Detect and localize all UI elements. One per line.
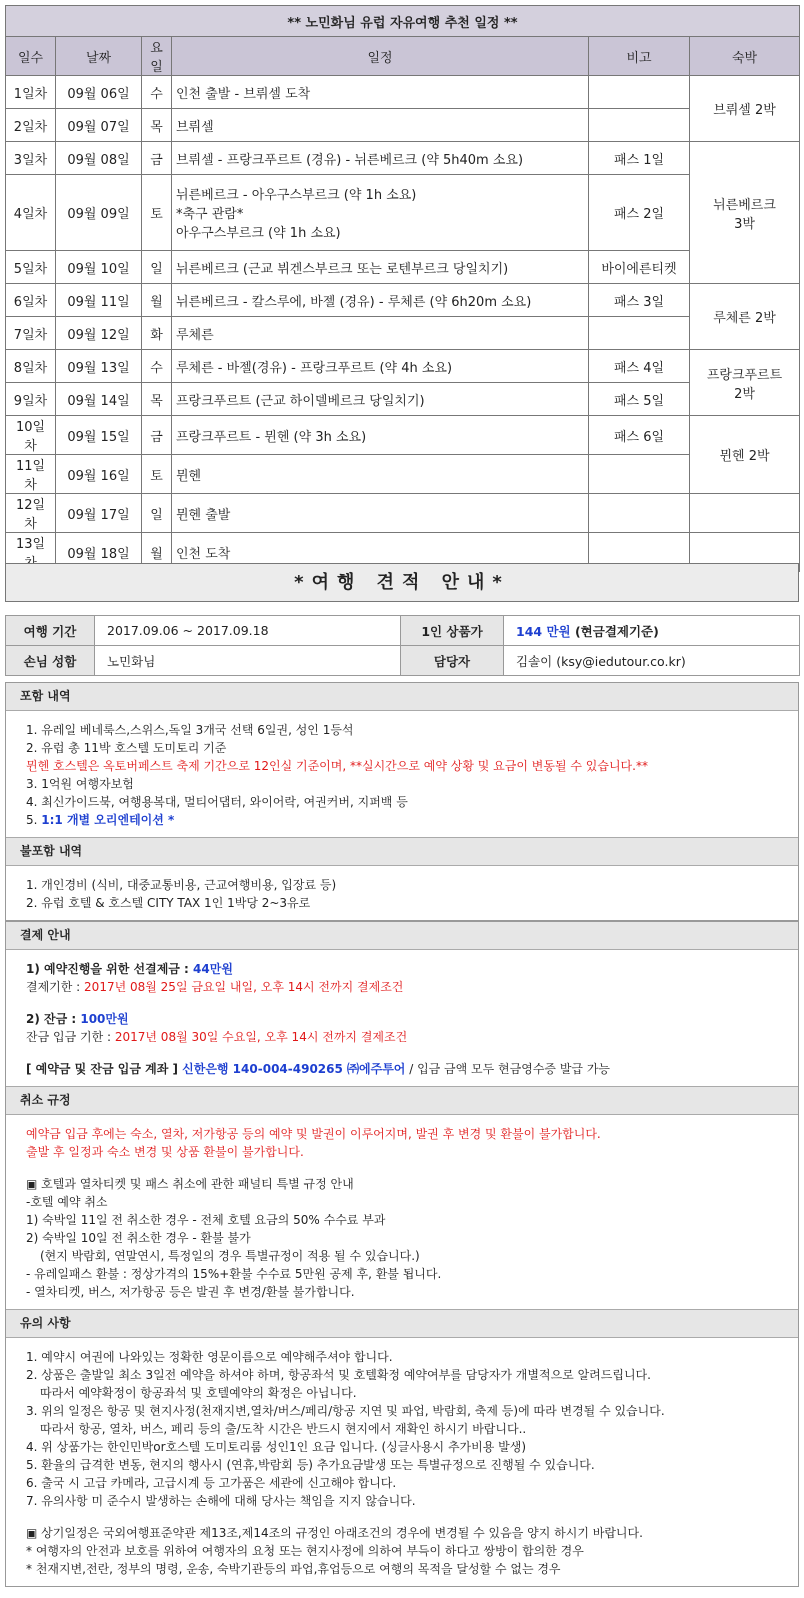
- plan-cell: 루체른 - 바젤(경유) - 프랑크푸르트 (약 4h 소요): [172, 350, 589, 383]
- note-line: 7. 유의사항 미 준수시 발생하는 손해에 대해 당사는 책임을 지지 않습니다.: [26, 1494, 416, 1508]
- itinerary-row: [6, 494, 800, 533]
- date-cell: 09월 11일: [56, 284, 142, 317]
- quote-info-table: [5, 615, 800, 676]
- day-cell: 13일: [6, 533, 56, 572]
- cancel-line: - 열차티켓, 버스, 저가항공 등은 발권 후 변경/환불 불가합니다.: [26, 1285, 355, 1299]
- col-header: 일정: [172, 37, 589, 76]
- stay-cell: 뮌헨 2박: [690, 416, 800, 494]
- dow-cell: 토: [142, 455, 172, 494]
- cancel-line: (현지 박람회, 연말연시, 특정일의 경우 특별규정이 적용 될 수 있습니다.): [40, 1249, 420, 1263]
- plan-cell: 뮌헨: [172, 455, 589, 494]
- note-line: 따라서 항공, 열차, 버스, 페리 등의 출/도착 시간은 반드시 현지에서 재확인 하시기 바랍니다..: [40, 1422, 527, 1436]
- itinerary-row: [6, 109, 800, 142]
- account-label: [ 예약금 및 잔금 입금 계좌 ]: [26, 1062, 183, 1076]
- plan-cell: 프랑크푸르트 (근교 하이델베르크 당일치기): [172, 383, 589, 416]
- plan-line: 뉘른베르크 - 아우구스부르크 (약 1h 소요): [176, 188, 417, 203]
- bank-account: 신한은행 140-004-490265 ㈜에주투어: [182, 1062, 406, 1076]
- dow-cell: 금: [142, 142, 172, 175]
- plan-cell: 브뤼셀: [172, 109, 589, 142]
- account-note: / 입금 금액 모두 현금영수증 발급 가능: [405, 1062, 611, 1076]
- itinerary-row: [6, 142, 800, 175]
- itinerary-row: [6, 175, 800, 251]
- day-cell: 11일차: [6, 455, 56, 494]
- dow-cell: 수: [142, 76, 172, 109]
- note-cell: 패스 6일: [589, 416, 690, 455]
- note-cell: [589, 317, 690, 350]
- stay-cell: [690, 494, 800, 533]
- stay-cell: 루체른 2박: [690, 284, 800, 350]
- period-label: 여행 기간: [6, 616, 95, 646]
- stay-nights: 3박: [734, 216, 755, 232]
- itinerary-title: ** 노민화님 유럽 자유여행 추천 일정 **: [6, 6, 800, 37]
- day-cell: 9일차: [6, 383, 56, 416]
- dow-cell: 목: [142, 383, 172, 416]
- col-header: 일수: [6, 37, 56, 76]
- balance-amount: 100만원: [80, 1012, 129, 1026]
- note-line: * 천재지변,전란, 정부의 명령, 운송, 숙박기관등의 파업,휴업등으로 여행의 목적을 달성할 수 없는 경우: [26, 1562, 561, 1576]
- day-cell: 12일차: [6, 494, 56, 533]
- stay-city: 프랑크푸르트: [706, 367, 783, 383]
- list-item: 2. 유럽 호텔 & 호스텔 CITY TAX 1인 1박당 2~3유로: [26, 896, 311, 910]
- col-header: 날짜: [56, 37, 142, 76]
- list-item: 1. 유레일 베네룩스,스위스,독일 3개국 선택 6일권, 성인 1등석: [26, 723, 354, 737]
- dow-cell: 월: [142, 533, 172, 572]
- plan-cell: [172, 175, 589, 251]
- note-cell: [589, 76, 690, 109]
- cancel-line: 1) 숙박일 11일 전 취소한 경우 - 전체 호텔 요금의 50% 수수료 부과: [26, 1213, 386, 1227]
- included-warning: 뮌헨 호스텔은 옥토버페스트 축제 기간으로 12인실 기준이며, **실시간으로 예약 상황 및 요금이 변동될 수 있습니다.**: [26, 759, 648, 773]
- note-cell: [589, 494, 690, 533]
- plan-line: *축구 관람*: [176, 207, 244, 222]
- note-line: 4. 위 상품가는 한인민박or호스텔 도미토리룸 성인1인 요금 입니다. (싱글사용시 추가비용 발생): [26, 1440, 526, 1454]
- plan-cell: 브뤼셀 - 프랑크푸르트 (경유) - 뉘른베르크 (약 5h40m 소요): [172, 142, 589, 175]
- balance-due-line: [26, 1028, 784, 1046]
- note-cell: 패스 1일: [589, 142, 690, 175]
- date-cell: 09월 12일: [56, 317, 142, 350]
- stay-cell: 브뤼셀 2박: [690, 76, 800, 142]
- cancel-warning: 예약금 입금 후에는 숙소, 열차, 저가항공 등의 예약 및 발권이 이루어지며, 발권 후 변경 및 환불이 불가합니다.: [26, 1127, 601, 1141]
- note-cell: [589, 455, 690, 494]
- list-item: 4. 최신가이드북, 여행용복대, 멀티어댑터, 와이어락, 여권커버, 지퍼백 등: [26, 795, 408, 809]
- day-cell: 4일차: [6, 175, 56, 251]
- note-cell: [589, 109, 690, 142]
- plan-cell: 인천 도착: [172, 533, 589, 572]
- item-number: 5.: [26, 813, 42, 827]
- date-cell: 09월 13일: [56, 350, 142, 383]
- note-line: 1. 예약시 여권에 나와있는 정확한 영문이름으로 예약해주셔야 합니다.: [26, 1350, 393, 1364]
- col-header: 요일: [142, 37, 172, 76]
- cancel-warning: 출발 후 일정과 숙소 변경 및 상품 환불이 불가합니다.: [26, 1145, 304, 1159]
- stay-cell: [690, 142, 800, 284]
- date-cell: 09월 06일: [56, 76, 142, 109]
- itinerary-header-row: [6, 37, 800, 76]
- note-line: * 여행자의 안전과 보호를 위하여 여행자의 요청 또는 현지사정에 의하여 부득이 하다고 쌍방이 합의한 경우: [26, 1544, 584, 1558]
- plan-cell: 프랑크푸르트 - 뮌헨 (약 3h 소요): [172, 416, 589, 455]
- note-line: 2. 상품은 출발일 최소 3일전 예약을 하셔야 하며, 항공좌석 및 호텔확정 예약여부를 담당자가 개별적으로 알려드립니다.: [26, 1368, 651, 1382]
- note-line: ▣ 상기일정은 국외여행표준약관 제13조,제14조의 규정인 아래조건의 경우에 변경될 수 있음을 양지 하시기 바랍니다.: [26, 1526, 643, 1540]
- day-cell: 2일차: [6, 109, 56, 142]
- date-cell: 09월 09일: [56, 175, 142, 251]
- day-cell: 1일차: [6, 76, 56, 109]
- plan-cell: 뉘른베르크 - 칼스루에, 바젤 (경유) - 루체른 (약 6h20m 소요): [172, 284, 589, 317]
- date-cell: 09월 08일: [56, 142, 142, 175]
- list-item: [26, 811, 784, 829]
- plan-cell: 뉘른베르크 (근교 뷔겐스부르크 또는 로텐부르크 당일치기): [172, 251, 589, 284]
- cancel-line: ▣ 호텔과 열차티켓 및 패스 취소에 관한 패널티 특별 규정 안내: [26, 1177, 354, 1191]
- cancel-title: 취소 규정: [6, 1086, 798, 1115]
- note-line: 3. 위의 일정은 항공 및 현지사정(천재지변,열차/버스/페리/항공 지연 및 파업, 박람회, 축제 등)에 따라 변경될 수 있습니다.: [26, 1404, 665, 1418]
- plan-line: 아우구스부르크 (약 1h 소요): [176, 226, 341, 241]
- quote-banner: *여행 견적 안내*: [5, 563, 799, 602]
- cancel-line: - 유레일패스 환불 : 정상가격의 15%+환불 수수료 5만원 공제 후, 환불 됩니다.: [26, 1267, 442, 1281]
- price-label: 1인 상품가: [401, 616, 504, 646]
- inclusions-box: [5, 682, 799, 921]
- cancel-line: 2) 숙박일 10일 전 취소한 경우 - 환불 불가: [26, 1231, 251, 1245]
- dow-cell: 목: [142, 109, 172, 142]
- day-cell: 3일차: [6, 142, 56, 175]
- deposit-due-line: [26, 978, 784, 996]
- deposit-due-label: 결제기한 :: [26, 980, 85, 994]
- price-value: 144 만원: [516, 623, 571, 639]
- day-cell: 5일차: [6, 251, 56, 284]
- payment-body: [6, 950, 798, 1086]
- dow-cell: 수: [142, 350, 172, 383]
- plan-cell: 뮌헨 출발: [172, 494, 589, 533]
- col-header: 비고: [589, 37, 690, 76]
- col-header: 숙박: [690, 37, 800, 76]
- itinerary-row: [6, 76, 800, 109]
- note-cell: 패스 5일: [589, 383, 690, 416]
- dow-cell: 일: [142, 494, 172, 533]
- balance-due-label: 잔금 입금 기한 :: [26, 1030, 115, 1044]
- cancel-line: -호텔 예약 취소: [26, 1195, 108, 1209]
- itinerary-row: [6, 416, 800, 455]
- note-cell: 패스 3일: [589, 284, 690, 317]
- stay-cell: [690, 350, 800, 416]
- notes-body: [6, 1338, 798, 1586]
- dow-cell: 토: [142, 175, 172, 251]
- date-cell: 09월 18일: [56, 533, 142, 572]
- deposit-line: [26, 960, 784, 978]
- manager-label: 담당자: [401, 646, 504, 676]
- date-cell: 09월 17일: [56, 494, 142, 533]
- date-cell: 09월 07일: [56, 109, 142, 142]
- itinerary-row: [6, 284, 800, 317]
- day-cell: 7일차: [6, 317, 56, 350]
- date-cell: 09월 16일: [56, 455, 142, 494]
- balance-line: [26, 1010, 784, 1028]
- plan-cell: 루체른: [172, 317, 589, 350]
- day-cell: 10일차: [6, 416, 56, 455]
- excluded-list: [6, 866, 798, 920]
- price-note: (현금결제기준): [570, 623, 659, 639]
- date-cell: 09월 10일: [56, 251, 142, 284]
- day-cell: 8일차: [6, 350, 56, 383]
- included-title: 포함 내역: [6, 683, 798, 711]
- day-cell: 6일차: [6, 284, 56, 317]
- included-list: [6, 711, 798, 837]
- balance-due: 2017년 08월 30일 수요일, 오후 14시 전까지 결제조건: [114, 1030, 408, 1044]
- date-cell: 09월 14일: [56, 383, 142, 416]
- note-cell: 바이에른티켓: [589, 251, 690, 284]
- note-cell: 패스 4일: [589, 350, 690, 383]
- note-cell: 패스 2일: [589, 175, 690, 251]
- itinerary-table: [5, 5, 800, 572]
- customer-label: 손님 성함: [6, 646, 95, 676]
- deposit-label: 1) 예약진행을 위한 선결제금 :: [26, 962, 194, 976]
- date-cell: 09월 15일: [56, 416, 142, 455]
- period-value: 2017.09.06 ~ 2017.09.18: [95, 616, 401, 646]
- itinerary-row: [6, 317, 800, 350]
- account-line: [26, 1060, 784, 1078]
- note-line: 5. 환율의 급격한 변동, 현지의 행사시 (연휴,박람회 등) 추가요금발생 또는 특별규정으로 진행될 수 있습니다.: [26, 1458, 595, 1472]
- excluded-title: 불포함 내역: [6, 837, 798, 866]
- itinerary-row: [6, 383, 800, 416]
- plan-cell: 인천 출발 - 브뤼셀 도착: [172, 76, 589, 109]
- balance-label: 2) 잔금 :: [26, 1012, 81, 1026]
- note-line: 6. 출국 시 고급 카메라, 고급시계 등 고가품은 세관에 신고해야 합니다.: [26, 1476, 397, 1490]
- customer-value: 노민화님: [95, 646, 401, 676]
- manager-value: 김솔이 (ksy@iedutour.co.kr): [504, 646, 800, 676]
- stay-nights: 2박: [734, 386, 755, 402]
- note-line: 따라서 예약확정이 항공좌석 및 호텔예약의 확정은 아닙니다.: [40, 1386, 357, 1400]
- list-item: 2. 유럽 총 11박 호스텔 도미토리 기준: [26, 741, 227, 755]
- dow-cell: 월: [142, 284, 172, 317]
- deposit-due: 2017년 08월 25일 금요일 내일, 오후 14시 전까지 결제조건: [84, 980, 404, 994]
- itinerary-row: [6, 251, 800, 284]
- terms-box: [5, 921, 799, 1587]
- payment-title: 결제 안내: [6, 922, 798, 950]
- itinerary-row: [6, 455, 800, 494]
- orientation-item: 1:1 개별 오리엔테이션 *: [41, 813, 175, 827]
- price-cell: [504, 616, 800, 646]
- dow-cell: 일: [142, 251, 172, 284]
- list-item: 1. 개인경비 (식비, 대중교통비용, 근교여행비용, 입장료 등): [26, 878, 337, 892]
- deposit-amount: 44만원: [193, 962, 233, 976]
- notes-title: 유의 사항: [6, 1309, 798, 1338]
- cancel-body: [6, 1115, 798, 1309]
- itinerary-row: [6, 350, 800, 383]
- stay-city: 뉘른베르크: [713, 197, 776, 213]
- dow-cell: 화: [142, 317, 172, 350]
- dow-cell: 금: [142, 416, 172, 455]
- list-item: 3. 1억원 여행자보험: [26, 777, 134, 791]
